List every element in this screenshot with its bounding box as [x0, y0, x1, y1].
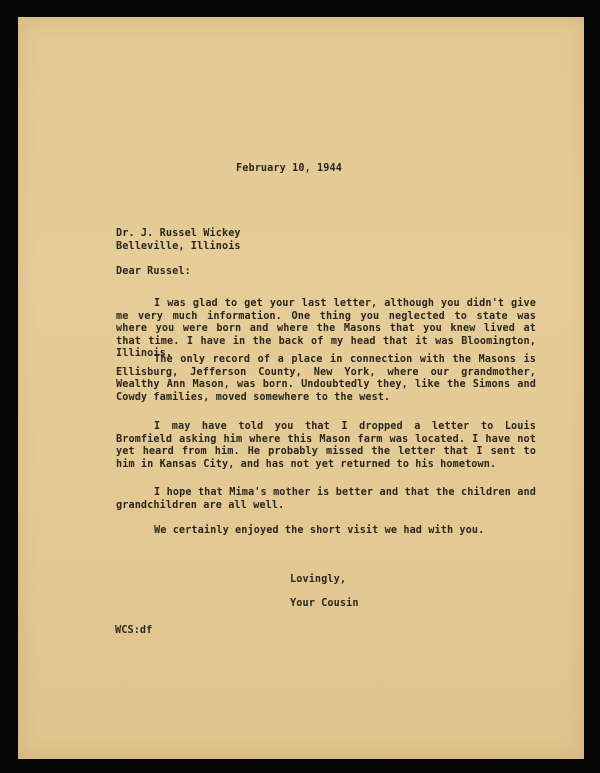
typed-letter [18, 17, 584, 759]
letter-date: February 10, 1944 [236, 163, 342, 174]
body-paragraph-4: I hope that Mima's mother is better and that the children and grandchildren are all well. [116, 487, 536, 511]
signature: Your Cousin [290, 598, 359, 609]
body-paragraph-2: The only record of a place in connection with the Masons is Ellisburg, Jefferson County, New York, where our grandmother, Wealthy Ann Mason, was born. Undoubtedly they, like the Simons and Cowdy families, moved somewhere to the west. [116, 354, 536, 403]
body-paragraph-1: I was glad to get your last letter, although you didn't give me very much information. One thing you neglected to state was where you were born and where the Masons that you knew lived at that time. I have in the back of my head that it was Bloomington, Illinois. [116, 298, 536, 360]
body-paragraph-3: I may have told you that I dropped a letter to Louis Bromfield asking him where this Mason farm was located. I have not yet heard from him. He probably missed the letter that I sent to him in Kansas City, and has not yet returned to his hometown. [116, 421, 536, 470]
body-paragraph-5: We certainly enjoyed the short visit we had with you. [154, 525, 485, 536]
letter-paper [18, 17, 584, 759]
recipient-city: Belleville, Illinois [116, 240, 241, 252]
salutation: Dear Russel: [116, 266, 191, 277]
typist-initials: WCS:df [115, 625, 153, 636]
recipient-address [116, 228, 241, 253]
closing: Lovingly, [290, 574, 347, 585]
recipient-name: Dr. J. Russel Wickey [116, 228, 241, 239]
